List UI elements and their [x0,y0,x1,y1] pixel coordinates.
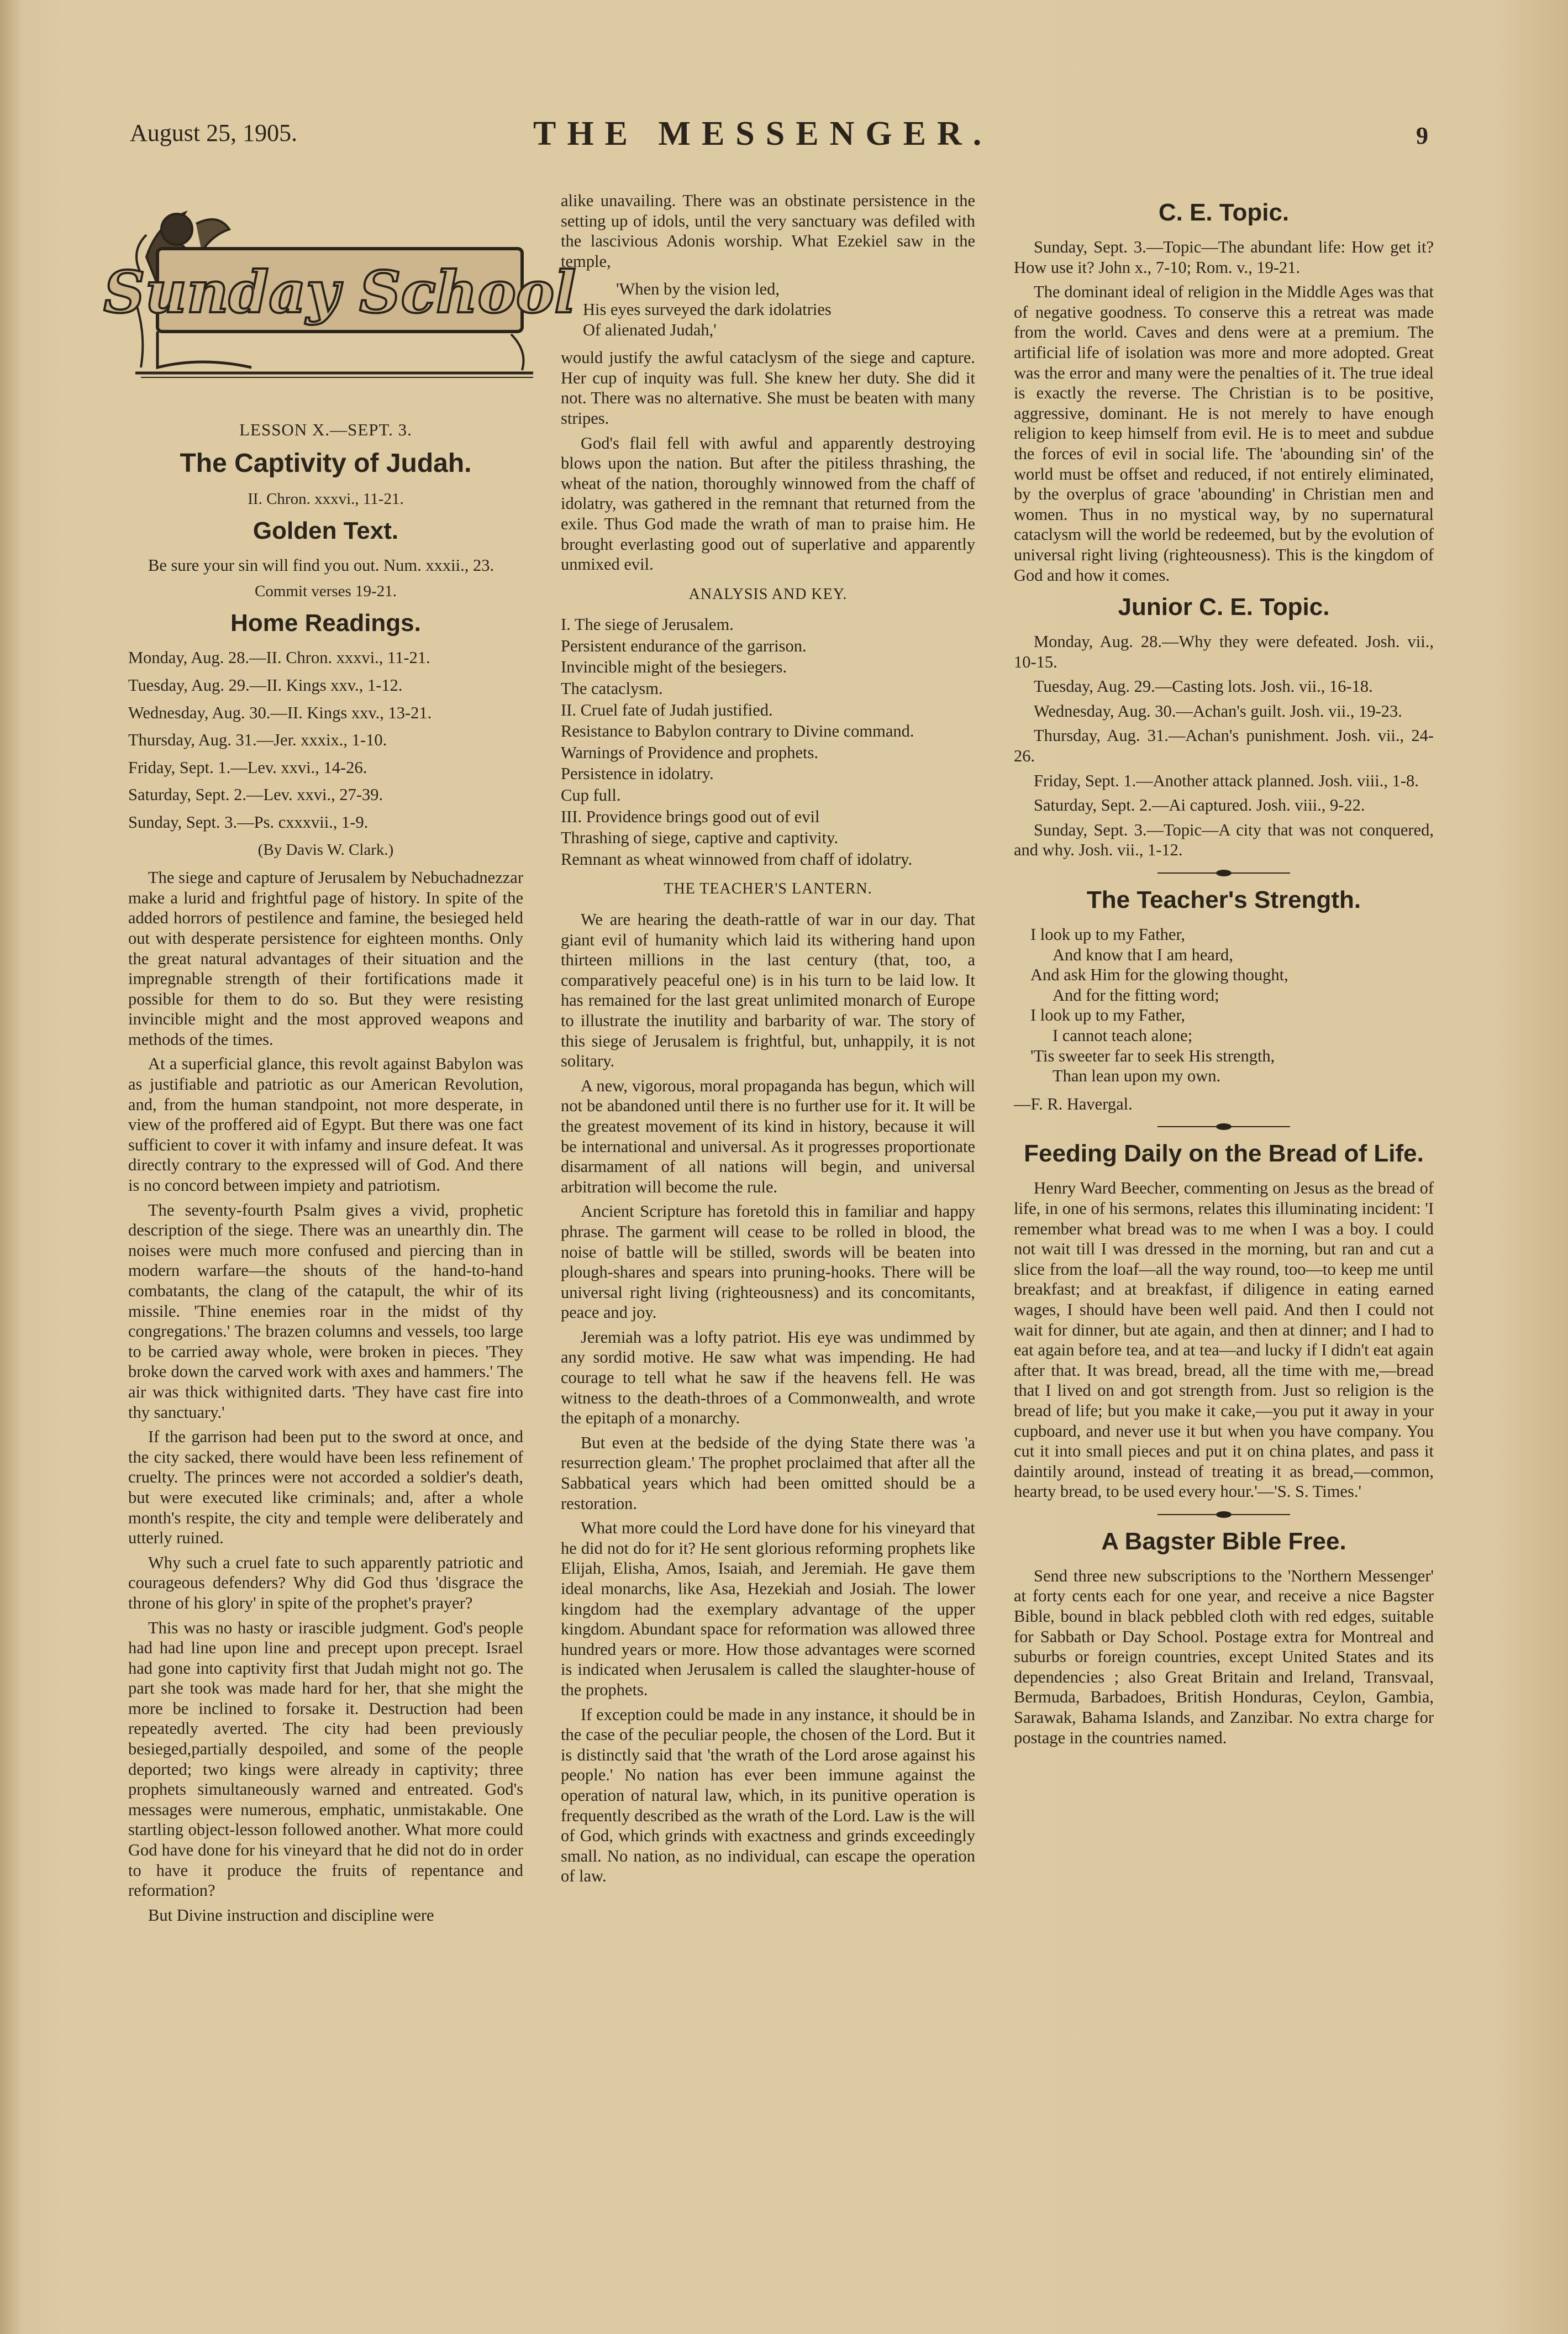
body-paragraph: But Divine instruction and discipline were [148,1905,434,1925]
poem-line: And ask Him for the glowing thought, [1030,965,1288,985]
body-paragraph: would justify the awful cataclysm of the siege and capture. Her cup of inquity was full. She knew her duty. She did it not. There was no alternative. She must be beaten with many stripes. [561,348,975,428]
poem-author: —F. R. Havergal. [1014,1094,1133,1113]
analysis-item: III. Providence brings good out of evil [561,807,820,826]
body-paragraph: God's flail fell with awful and apparently destroying blows upon the nation. But after the pitiless thrashing, the wheat of the nation, thoroughly winnowed from the chaff of idolatry, was gathered in the remnant that returned from the exile. Thus God made the wrath of man to praise him. He brought everlasting good out of superlative and apparently unmixed evil. [561,433,975,574]
analysis-list [561,614,975,869]
golden-text: Be sure your sin will find you out. Num. xxxii., 23. [148,556,494,575]
lesson-reference: II. Chron. xxxvi., 11-21. [248,490,404,508]
verse-line: Of alienated Judah,' [583,320,717,339]
junior-topic-item: Monday, Aug. 28.—Why they were defeated. Josh. vii., 10-15. [1014,632,1434,671]
junior-topic-item: Tuesday, Aug. 29.—Casting lots. Josh. vii., 16-18. [1034,677,1373,696]
teachers-strength-heading: The Teacher's Strength. [1086,886,1361,914]
body-paragraph: If the garrison had been put to the sword at once, and the city sacked, there would have been less refinement of cruelty. The princes were not accorded a soldier's death, but were executed like criminals; and, after a whole month's respite, the city and temple were deliberately and utterly ruined. [128,1427,523,1548]
lesson-title: The Captivity of Judah. [180,448,472,478]
issue-date: August 25, 1905. [130,119,298,146]
body-paragraph: The siege and capture of Jerusalem by Nebuchadnezzar make a lurid and frightful page of history. In spite of the added horrors of pestilence and famine, the besieged held out with desperate persistence for eighteen months. Only the great natural advantages of their situation and the impregnable strength of their fortifications made it possible for them to do so. But they were resisting invincible might and the most approved weapons and methods of the times. [128,868,523,1049]
sunday-school-logo [103,191,576,390]
column-lesson-continued [561,191,975,1891]
junior-topic-item: Saturday, Sept. 2.—Ai captured. Josh. viii., 9-22. [1034,796,1365,815]
poem-line: I look up to my Father, [1030,1006,1186,1025]
analysis-item: Remnant as wheat winnowed from chaff of idolatry. [561,849,913,869]
page-header [130,113,1428,157]
body-paragraph: If exception could be made in any instance, it should be in the case of the peculiar people, the chosen of the Lord. But it is distinctly said that 'the wrath of the Lord arose against his people.' No nation has ever been immune against the operation of natural law, which, in its punitive operation is frequently described as the wrath of the Lord. Law is the will of God, which grinds with exactness and grinds exceedingly small. No nation, as no individual, can escape the operation of law. [561,1705,975,1886]
body-paragraph: Ancient Scripture has foretold this in familiar and happy phrase. The garment will cease to be rolled in blood, the noise of battle will be stilled, swords will be beaten into plough-shares and spears into pruning-hooks. There will be universal right living (righteousness) and its concomitants, peace and joy. [561,1202,975,1322]
junior-ce-heading: Junior C. E. Topic. [1118,593,1330,621]
logo-text: Sunday School [103,258,576,326]
body-paragraph: A new, vigorous, moral propaganda has begun, which will not be abandoned until there is no further use for it. It will be the greatest movement of its kind in history, because it will be international and universal. As it progresses proportionate disarmament of all nations will begin, and universal arbitration will become the rule. [561,1076,975,1196]
analysis-item: Resistance to Babylon contrary to Divine command. [561,722,914,741]
column-topics [1014,191,1434,1752]
body-paragraph: But even at the bedside of the dying State there was 'a resurrection gleam.' The prophet proclaimed that after all the Sabbatical years which had been omitted should be a restoration. [561,1433,975,1513]
analysis-item: Invincible might of the besiegers. [561,658,787,677]
body-paragraph: What more could the Lord have done for his vineyard that he did not do for it? He sent glorious reforming prophets like Elijah, Elisha, Amos, Isaiah, and Jeremiah. He gave them ideal monarchs, like Asa, Hezekiah and Josiah. The lower kingdom had the exemplary advantage of the upper kingdom. Abundant space for reformation was allowed three hundred years or more. How those advantages were scorned is indicated when Jerusalem is called the slaughter-house of the prophets. [561,1518,975,1699]
byline: (By Davis W. Clark.) [257,840,394,859]
ce-topic-heading: C. E. Topic. [1158,199,1290,226]
junior-topic-item: Wednesday, Aug. 30.—Achan's guilt. Josh. vii., 19-23. [1034,701,1402,721]
poem-line: I look up to my Father, [1030,925,1186,944]
analysis-item: I. The siege of Jerusalem. [561,615,734,634]
verse-line: His eyes surveyed the dark idolatries [583,299,832,319]
analysis-item: II. Cruel fate of Judah justified. [561,700,773,719]
body-paragraph: At a superficial glance, this revolt against Babylon was as justifiable and patriotic as our American Revolution, and, from the human standpoint, not more desperate, in view of the proffered aid of Egypt. But there was one fact sufficient to cover it with infamy and insure defeat. It was directly contrary to the expressed will of God. And there is no concord between impiety and patriotism. [128,1054,523,1195]
junior-topic-item: Friday, Sept. 1.—Another attack planned. Josh. viii., 1-8. [1034,771,1419,790]
analysis-item: Warnings of Providence and prophets. [561,743,818,762]
home-reading-item: Sunday, Sept. 3.—Ps. cxxxvii., 1-9. [128,812,369,832]
poem [1030,924,1434,1086]
analysis-item: Persistent endurance of the garrison. [561,636,807,655]
body-paragraph: Henry Ward Beecher, commenting on Jesus as the bread of life, in one of his sermons, relates this illuminating incident: 'I remember what bread was to me when I was a boy. I could not wait till I was dressed in the morning, but ran and cut a slice from the loaf—all the way round, too—to keep me until breakfast; and at breakfast, if diligence in eating earned wages, I should have been well paid. And then I could not wait for dinner, but ate again, and then at dinner; and I had to eat again before tea, and at tea—and lucky if I didn't eat again after that. It was bread, bread, all the time with me,—bread that I lived on and got strength from. Just so religion is the bread of life; but you make it cake,—you put it away in your cupboard, and never use it but when you have company. You cut it into small pieces and put it on china plates, and pass it daintily around, instead of treating it as bread,—common, hearty bread, to be used every hour.'—'S. S. Times.' [1014,1179,1434,1501]
home-reading-item: Tuesday, Aug. 29.—II. Kings xxv., 1-12. [128,675,403,695]
body-paragraph: Jeremiah was a lofty patriot. His eye was undimmed by any sordid motive. He saw what was impending. He had courage to tell what he saw if the heavens fell. He was witness to the death-throes of a Commonwealth, and wrote the epitaph of a monarchy. [561,1327,975,1428]
junior-topic-item: Thursday, Aug. 31.—Achan's punishment. Josh. vii., 24-26. [1014,726,1434,766]
lesson-number: LESSON X.—SEPT. 3. [239,420,412,439]
body-paragraph: The dominant ideal of religion in the Middle Ages was that of negative goodness. To conserve this a retreat was made from the world. Caves and dens were at a premium. The artificial life of isolation was more and more adopted. Great was the error and many were the penalties of it. The true ideal is exactly the reverse. The Christian is to be positive, aggressive, dominant. He is not merely to have enough religion to keep himself from evil. He is to meet and subdue the forces of evil in social life. The 'abounding sin' of the world must be offset and reduced, if not entirely eliminated, by the overplus of grace 'abounding' in Christian men and women. Thus in no mystical way, by no supernatural cataclysm will the world be redeemed, but by the evolution of universal right living (righteousness). This is the kingdom of God and how it comes. [1014,282,1434,585]
analysis-item: The cataclysm. [561,679,663,698]
analysis-item: Thrashing of siege, captive and captivity. [561,828,838,848]
analysis-item: Persistence in idolatry. [561,764,714,784]
home-reading-item: Monday, Aug. 28.—II. Chron. xxxvi., 11-21. [128,648,430,667]
body-paragraph: Why such a cruel fate to such apparently patriotic and courageous defenders? Why did God thus 'disgrace the throne of his glory' in spite of the prophet's prayer? [128,1553,523,1612]
body-paragraph: This was no hasty or irascible judgment. God's people had had line upon line and precept upon precept. Israel had gone into captivity first that Judah might not go. The part she took was made hard for her, that she might the more be inclined to forsake it. Destruction had been repeatedly averted. The city had been previously besieged,partially despoiled, and some of the people deported; two kings were already in captivity; three prophets simultaneously warned and entreated. God's messages were numerous, emphatic, unmistakable. One startling object-lesson followed another. What more could God have done for his vineyard that he did not do in order to have it produce the fruits of repentance and reformation? [128,1618,523,1900]
poem-line: Than lean upon my own. [1053,1066,1221,1086]
poem-line: And know that I am heard, [1053,945,1233,964]
section-divider [1157,869,1290,877]
golden-text-heading: Golden Text. [252,517,399,545]
analysis-heading: ANALYSIS AND KEY. [688,585,848,603]
bagster-bible-heading: A Bagster Bible Free. [1101,1527,1346,1555]
poem-line: And for the fitting word; [1053,985,1219,1005]
body-paragraph: We are hearing the death-rattle of war in our day. That giant evil of humanity which laid its withering hand upon thirteen millions in the last century (that, too, a comparatively peaceful one) is in his turn to be laid low. It has remained for the last great unlimited monarch of Europe to illustrate the inutility and barbarity of war. The story of this siege of Jerusalem is frightful, but, unhappily, it is not solitary. [561,910,975,1071]
lantern-heading: THE TEACHER'S LANTERN. [664,880,872,898]
page-number: 9 [1416,122,1428,149]
section-divider [1157,1123,1290,1131]
poem-line: 'Tis sweeter far to seek His strength, [1030,1046,1275,1065]
body-paragraph: The seventy-fourth Psalm gives a vivid, prophetic description of the siege. There was an unearthly din. The noises were much more confused and piercing than in modern warfare—the shouts of the hand-to-hand combatants, the clang of the catapult, the whir of its missile. 'Thine enemies roar in the midst of thy congregations.' The brazen columns and vessels, too large to be carried away whole, were broken in pieces. 'They broke down the carved work with axes and hammers.' The air was thick withignited darts. 'They have cast fire into thy sanctuary.' [128,1200,523,1422]
junior-topic-item: Sunday, Sept. 3.—Topic—A city that was not conquered, and why. Josh. vii., 1-12. [1014,820,1434,860]
column-sunday-school [128,420,523,1930]
body-paragraph: Send three new subscriptions to the 'Northern Messenger' at forty cents each for one year, and receive a nice Bagster Bible, bound in black pebbled cloth with red edges, suitable for Sabbath or Day School. Postage extra for Montreal and suburbs or foreign countries, except United States and its dependencies ; also Great Britain and Ireland, Transvaal, Bermuda, Barbadoes, British Honduras, Ceylon, Gambia, Sarawak, Bahama Islands, and Zanzibar. No extra charge for postage in the countries named. [1014,1566,1434,1747]
bread-of-life-heading: Feeding Daily on the Bread of Life. [1024,1140,1424,1168]
analysis-item: Cup full. [561,786,621,805]
home-reading-item: Thursday, Aug. 31.—Jer. xxxix., 1-10. [128,730,387,750]
home-readings-heading: Home Readings. [230,609,421,637]
quoted-verse [583,279,975,340]
body-paragraph: alike unavailing. There was an obstinate persistence in the setting up of idols, until the very sanctuary was defiled with the lascivious Adonis worship. What Ezekiel saw in the temple, [561,191,975,271]
commit-verses: Commit verses 19-21. [255,582,397,600]
masthead-title: THE MESSENGER. [533,115,993,153]
body-paragraph: Sunday, Sept. 3.—Topic—The abundant life: How get it? How use it? John x., 7-10; Rom. v., 19-21. [1014,238,1434,277]
section-divider [1157,1511,1290,1518]
home-reading-item: Wednesday, Aug. 30.—II. Kings xxv., 13-21. [128,703,432,722]
poem-line: I cannot teach alone; [1053,1026,1193,1045]
home-reading-item: Saturday, Sept. 2.—Lev. xxvi., 27-39. [128,785,383,805]
home-reading-item: Friday, Sept. 1.—Lev. xxvi., 14-26. [128,758,367,777]
verse-line: 'When by the vision led, [616,280,780,299]
